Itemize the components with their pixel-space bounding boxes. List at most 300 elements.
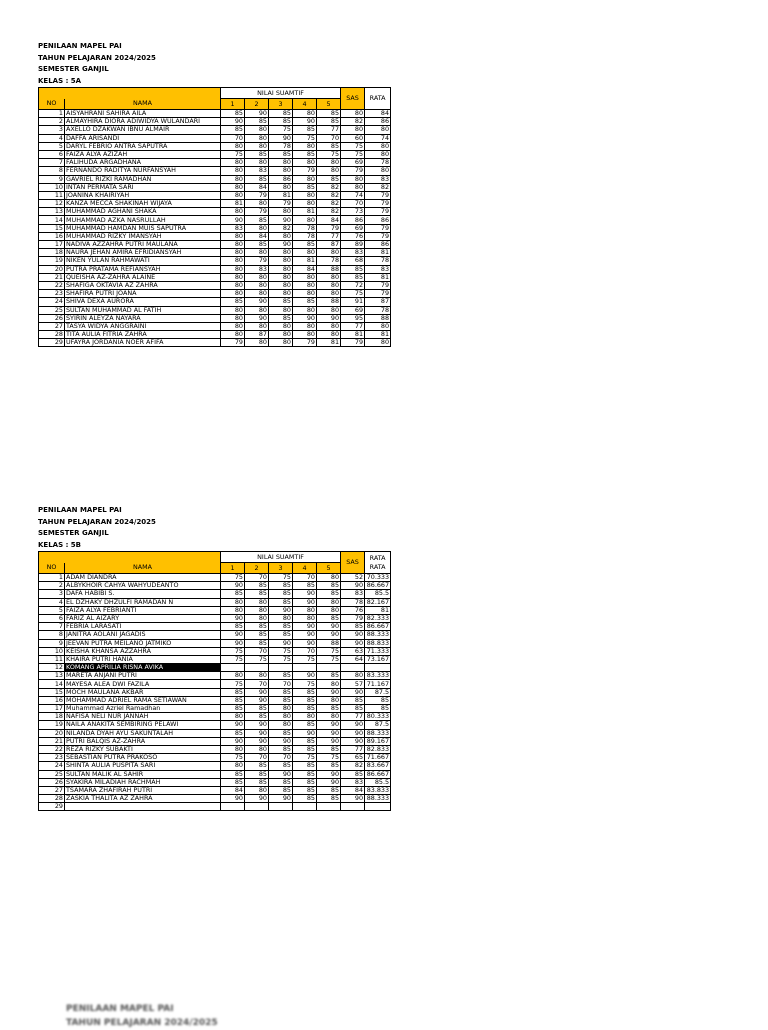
cell-sas: 90 [341,639,365,647]
table-row [39,688,391,696]
cell-n5: 90 [317,688,341,696]
cell-n2: 85 [245,216,269,224]
cell-n4: 85 [293,150,317,158]
cell-n2: 90 [245,696,269,704]
table-row [39,795,391,803]
cell-nama: NAURA JEHAN AMIRA EFRIDIANSYAH [65,249,221,257]
cell-n5: 84 [317,216,341,224]
cell-n2: 90 [245,721,269,729]
cell-no: 4 [39,134,65,142]
cell-n3: 85 [269,298,293,306]
cell-no: 3 [39,590,65,598]
cell-sas: 77 [341,745,365,753]
sheet-5b [38,505,390,811]
cell-n4 [293,803,317,811]
cell-n2: 80 [245,142,269,150]
cell-no: 29 [39,339,65,347]
cell-nama: MUHAMMAD HAMDAN MUIS SAPUTRA [65,224,221,232]
table-row [39,241,391,249]
cell-rata: 81 [365,331,391,339]
cell-n2: 80 [245,339,269,347]
cell-sas: 64 [341,655,365,663]
table-row [39,639,391,647]
cell-sas: 85 [341,265,365,273]
cell-n4: 80 [293,713,317,721]
header-sas: SAS [341,88,365,110]
cell-nama: MARETA ANJANI PUTRI [65,672,221,680]
cell-n4: 90 [293,590,317,598]
table-row [39,762,391,770]
header-4: 4 [293,99,317,110]
cell-sas: 80 [341,110,365,118]
cell-no: 27 [39,786,65,794]
table-row [39,655,391,663]
header-nilai: NILAI SUAMTIF [221,552,341,563]
cell-n4: 85 [293,795,317,803]
cell-no: 5 [39,142,65,150]
cell-n5: 87 [317,241,341,249]
cell-rata: 86 [365,216,391,224]
cell-n2: 80 [245,306,269,314]
cell-nama: SYIRIN ALEYZA NAYARA [65,314,221,322]
cell-no: 11 [39,655,65,663]
table-row [39,191,391,199]
table-subheader-row [39,563,391,574]
cell-n2: 90 [245,737,269,745]
cell-n2: 85 [245,118,269,126]
cell-n5: 80 [317,574,341,582]
cell-n5: 75 [317,647,341,655]
cell-sas: 77 [341,322,365,330]
cell-n1: 84 [221,786,245,794]
cell-n5: 80 [317,167,341,175]
cell-n1 [221,664,245,672]
cell-n4: 80 [293,322,317,330]
cell-no: 13 [39,672,65,680]
header-rata: RATA [365,88,391,110]
cell-rata: 84 [365,110,391,118]
cell-n4: 81 [293,208,317,216]
cell-n1: 80 [221,713,245,721]
cell-n3: 90 [269,770,293,778]
cell-n3: 80 [269,208,293,216]
cell-no: 8 [39,167,65,175]
cell-no: 27 [39,322,65,330]
cell-n3: 70 [269,754,293,762]
cell-nama: GAVRIEL RIZKI RAMADHAN [65,175,221,183]
cell-n5: 80 [317,273,341,281]
cell-n1: 90 [221,118,245,126]
cell-rata: 86 [365,241,391,249]
cell-n5: 80 [317,322,341,330]
cell-n5: 85 [317,786,341,794]
cell-n3: 79 [269,200,293,208]
cell-n2: 80 [245,598,269,606]
cell-n2: 85 [245,590,269,598]
cell-n1: 80 [221,265,245,273]
cell-n2: 87 [245,331,269,339]
cell-n1: 90 [221,639,245,647]
cell-n5: 80 [317,290,341,298]
cell-n5: 75 [317,150,341,158]
cell-rata: 73.167 [365,655,391,663]
cell-n2: 85 [245,241,269,249]
cell-n1: 80 [221,257,245,265]
cell-n3: 86 [269,175,293,183]
table-row [39,159,391,167]
cell-nama: SULTAN MUHAMMAD AL FATIH [65,306,221,314]
cell-no: 3 [39,126,65,134]
cell-no: 8 [39,631,65,639]
cell-n5: 80 [317,696,341,704]
table-row [39,631,391,639]
cell-n1: 70 [221,134,245,142]
cell-nama: UFAYRA JORDANIA NOER AFIFA [65,339,221,347]
cell-sas: 68 [341,257,365,265]
cell-n4: 80 [293,249,317,257]
cell-nama: INTAN PERMATA SARI [65,183,221,191]
cell-nama: ADAM DIANDRA [65,574,221,582]
table-row [39,257,391,265]
cell-rata: 80 [365,150,391,158]
cell-sas: 80 [341,126,365,134]
cell-n4: 90 [293,729,317,737]
cell-n4: 85 [293,721,317,729]
cell-n5: 90 [317,314,341,322]
cell-n5 [317,664,341,672]
table-row [39,754,391,762]
cell-n4: 80 [293,281,317,289]
header-rata-line2: RATA [369,562,386,571]
cell-n4: 90 [293,598,317,606]
cell-n3: 90 [269,737,293,745]
cell-rata: 83 [365,175,391,183]
cell-n2: 79 [245,191,269,199]
header-sas: SAS [341,552,365,574]
cell-n2: 80 [245,249,269,257]
cell-n4: 70 [293,574,317,582]
cell-sas: 90 [341,737,365,745]
cell-n4: 79 [293,167,317,175]
cell-nama: FAIZA ALYA FEBRIANTI [65,606,221,614]
cell-no: 13 [39,208,65,216]
cell-n5: 85 [317,705,341,713]
cell-sas: 63 [341,647,365,655]
cell-n2: 70 [245,754,269,762]
cell-n1: 80 [221,290,245,298]
cell-no: 9 [39,175,65,183]
sheet-semester: SEMESTER GANJIL [38,529,109,537]
cell-n4: 80 [293,331,317,339]
cell-nama: JEEVAN PUTRA MEILANO JATMIKO [65,639,221,647]
cell-no: 12 [39,664,65,672]
table-row [39,803,391,811]
header-1: 1 [221,563,245,574]
cell-n5: 80 [317,606,341,614]
sheet-semester: SEMESTER GANJIL [38,65,109,73]
cell-n3: 90 [269,134,293,142]
cell-n5: 80 [317,713,341,721]
cell-rata: 83.833 [365,786,391,794]
cell-n3: 80 [269,290,293,298]
cell-no: 14 [39,680,65,688]
table-row [39,590,391,598]
cell-no: 24 [39,762,65,770]
cell-rata: 82.833 [365,745,391,753]
cell-n4: 85 [293,770,317,778]
cell-n4: 90 [293,672,317,680]
cell-no: 20 [39,265,65,273]
cell-n3 [269,664,293,672]
cell-n5: 85 [317,110,341,118]
cell-n2: 85 [245,770,269,778]
cell-n4: 75 [293,680,317,688]
cell-n1: 85 [221,590,245,598]
cell-n2: 83 [245,265,269,273]
cell-n2: 80 [245,159,269,167]
cell-n4: 78 [293,224,317,232]
cell-nama: DARYL FEBRIO ANTRA SAPUTRA [65,142,221,150]
cell-nama: KOMANG APRILIA RISNA AVIKA [65,664,221,672]
cell-n3: 80 [269,167,293,175]
cell-n1: 80 [221,606,245,614]
cell-n3: 85 [269,696,293,704]
cell-rata: 70.333 [365,574,391,582]
cell-n2: 80 [245,786,269,794]
cell-n3: 75 [269,126,293,134]
cell-sas: 90 [341,729,365,737]
cell-sas: 85 [341,770,365,778]
cell-n4: 80 [293,110,317,118]
cell-n2: 85 [245,623,269,631]
cell-rata: 79 [365,290,391,298]
cell-n4: 90 [293,623,317,631]
cell-nama: NAFISA NELI NUR JANNAH [65,713,221,721]
cell-n4: 80 [293,306,317,314]
cell-sas: 80 [341,175,365,183]
cell-sas: 72 [341,281,365,289]
cell-nama: SHAFIRA PUTRI JOANA [65,290,221,298]
cell-n2: 85 [245,582,269,590]
cell-n1: 75 [221,150,245,158]
cell-rata: 80 [365,322,391,330]
cell-nama: DAFFA ARISANDI [65,134,221,142]
cell-n2: 85 [245,175,269,183]
cell-n3: 80 [269,273,293,281]
cell-n3: 78 [269,142,293,150]
cell-n5: 85 [317,672,341,680]
table-row [39,647,391,655]
table-row [39,322,391,330]
cell-sas: 83 [341,778,365,786]
cell-n3: 80 [269,721,293,729]
cell-rata: 81 [365,273,391,281]
cell-sas: 85 [341,623,365,631]
cell-no: 28 [39,795,65,803]
cell-nama: REZA RIZKY SUBAKTI [65,745,221,753]
cell-n1: 85 [221,688,245,696]
cell-n1: 85 [221,778,245,786]
table-row [39,606,391,614]
cell-rata: 78 [365,306,391,314]
cell-n4: 80 [293,175,317,183]
table-row [39,786,391,794]
footer-title: PENILAAN MAPEL PAI [66,1004,174,1014]
cell-n3: 80 [269,183,293,191]
table-row [39,314,391,322]
cell-n4: 80 [293,159,317,167]
cell-sas: 86 [341,216,365,224]
cell-rata: 80 [365,167,391,175]
cell-n4: 85 [293,705,317,713]
table-header-row [39,88,391,99]
cell-nama: FALIHUDA ARGADHANA [65,159,221,167]
table-row [39,232,391,240]
cell-sas: 80 [341,672,365,680]
cell-n4: 75 [293,134,317,142]
cell-nama: FARIZ AL AIZARY [65,614,221,622]
cell-sas: 84 [341,786,365,794]
table-row [39,126,391,134]
cell-n2: 79 [245,257,269,265]
cell-n3: 80 [269,257,293,265]
cell-nama: NIKEN YULAN RAHMAWATI [65,257,221,265]
table-row [39,778,391,786]
cell-nama: TSAMARA ZHAFIRAH PUTRI [65,786,221,794]
cell-n1: 79 [221,339,245,347]
cell-n1: 80 [221,208,245,216]
cell-n2: 80 [245,322,269,330]
table-row [39,705,391,713]
cell-rata: 82.167 [365,598,391,606]
cell-n5: 90 [317,737,341,745]
cell-n3: 90 [269,606,293,614]
cell-rata: 79 [365,224,391,232]
cell-n2: 85 [245,762,269,770]
cell-rata: 80 [365,339,391,347]
cell-sas: 79 [341,614,365,622]
cell-sas: 83 [341,249,365,257]
table-row [39,249,391,257]
cell-n5: 88 [317,265,341,273]
table-row [39,298,391,306]
cell-no: 18 [39,249,65,257]
cell-n1: 90 [221,631,245,639]
cell-sas: 77 [341,713,365,721]
cell-n5: 70 [317,134,341,142]
cell-n1: 80 [221,762,245,770]
cell-n5: 78 [317,257,341,265]
cell-n4: 75 [293,655,317,663]
header-rata [365,552,391,574]
header-no: NO [39,563,65,574]
cell-nama: DAFA HABIBI S. [65,590,221,598]
cell-n4: 85 [293,786,317,794]
cell-n4: 80 [293,142,317,150]
cell-no: 19 [39,721,65,729]
sheet-title: PENILAAN MAPEL PAI [38,42,122,50]
table-row [39,737,391,745]
cell-n1: 80 [221,142,245,150]
cell-n4: 79 [293,339,317,347]
table-row [39,574,391,582]
cell-n5: 85 [317,142,341,150]
cell-n5: 80 [317,680,341,688]
cell-n3: 75 [269,574,293,582]
cell-no: 15 [39,224,65,232]
cell-n4: 80 [293,273,317,281]
cell-n1: 90 [221,582,245,590]
cell-nama: QUEISHA AZ-ZAHRA ALAINE [65,273,221,281]
cell-nama: PUTRA PRATAMA REFIANSYAH [65,265,221,273]
sheet-year: TAHUN PELAJARAN 2024/2025 [38,517,156,526]
cell-n2: 90 [245,110,269,118]
cell-n1: 85 [221,729,245,737]
cell-n2: 85 [245,778,269,786]
cell-n5: 82 [317,191,341,199]
cell-n1: 80 [221,175,245,183]
cell-nama: ALBYKHOIR CAHYA WAHYUDEANTO [65,582,221,590]
cell-no: 16 [39,696,65,704]
cell-n2: 84 [245,183,269,191]
cell-rata: 86.667 [365,582,391,590]
cell-n3: 70 [269,680,293,688]
cell-n3 [269,803,293,811]
table-row [39,281,391,289]
cell-n2: 85 [245,713,269,721]
sheet-year: TAHUN PELAJARAN 2024/2025 [38,53,156,62]
header-5: 5 [317,563,341,574]
cell-no: 7 [39,159,65,167]
cell-n1: 90 [221,721,245,729]
cell-n1: 81 [221,200,245,208]
cell-nama [65,803,221,811]
header-nama: NAMA [65,99,221,110]
cell-n4: 80 [293,290,317,298]
cell-no: 14 [39,216,65,224]
cell-nama: MOCH MAULANA AKBAR [65,688,221,696]
cell-sas: 69 [341,306,365,314]
cell-n1: 85 [221,126,245,134]
cell-n4: 85 [293,582,317,590]
cell-rata: 83.333 [365,672,391,680]
cell-rata: 81 [365,249,391,257]
cell-rata: 86.667 [365,770,391,778]
cell-n2: 90 [245,729,269,737]
cell-n1: 80 [221,232,245,240]
sheet-title: PENILAAN MAPEL PAI [38,506,122,514]
cell-sas: 89 [341,241,365,249]
cell-rata: 89.167 [365,737,391,745]
table-row [39,339,391,347]
cell-rata: 88.333 [365,795,391,803]
cell-n1: 85 [221,696,245,704]
header-rata-line1: RATA [369,553,386,562]
cell-n4: 90 [293,118,317,126]
cell-nama: AXELLO DZAKWAN IBNU ALMAIR [65,126,221,134]
cell-n1: 80 [221,331,245,339]
cell-sas: 75 [341,142,365,150]
cell-no: 16 [39,232,65,240]
table-row [39,614,391,622]
header-4: 4 [293,563,317,574]
cell-rata [365,803,391,811]
header-1: 1 [221,99,245,110]
header-2: 2 [245,99,269,110]
cell-n3: 85 [269,118,293,126]
cell-rata [365,664,391,672]
cell-rata: 82.333 [365,614,391,622]
